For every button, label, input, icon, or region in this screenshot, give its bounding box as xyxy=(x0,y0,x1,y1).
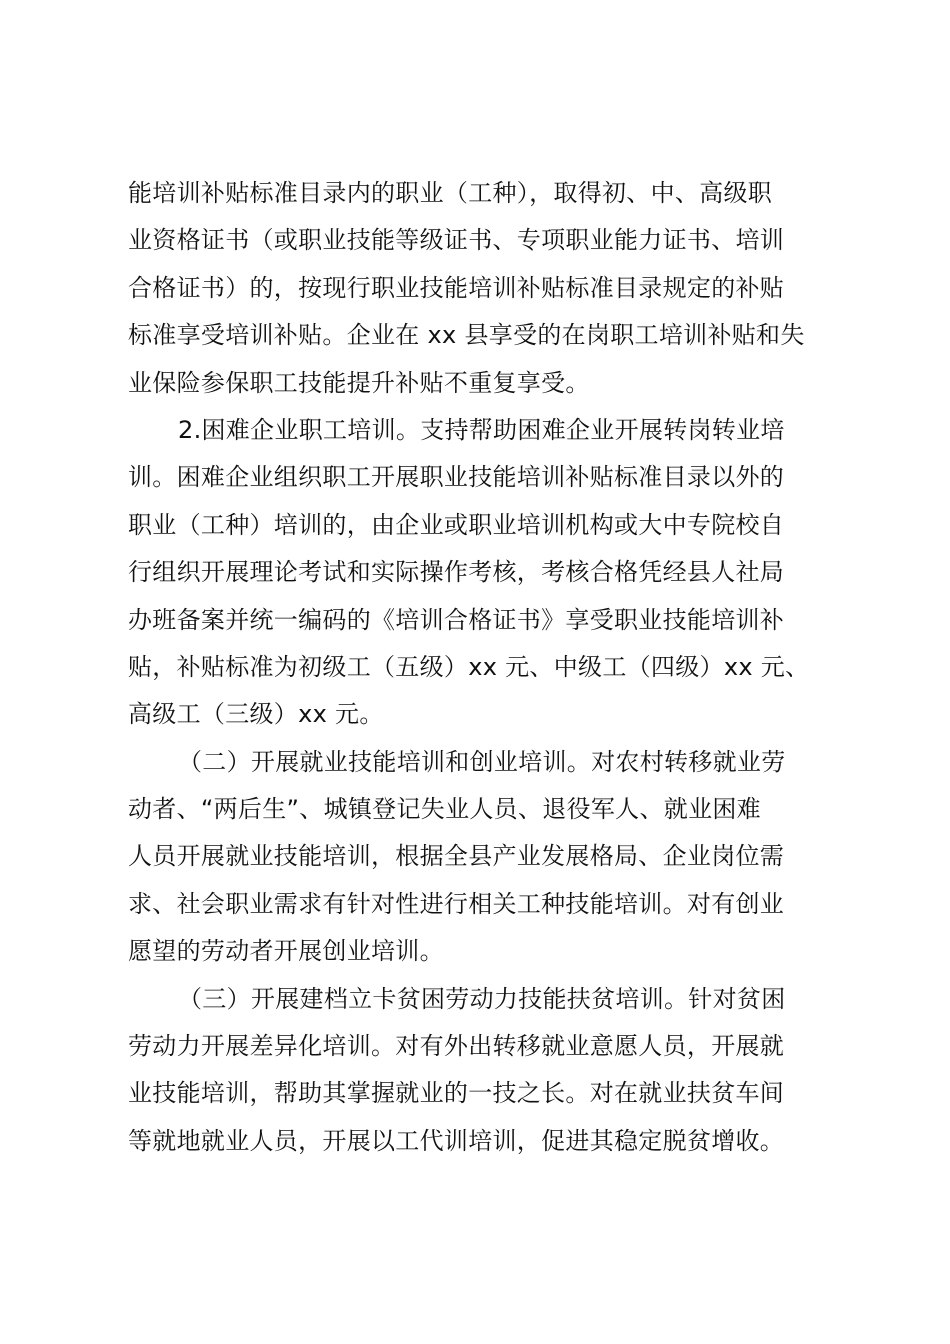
text-line: 业保险参保职工技能提升补贴不重复享受。 xyxy=(128,368,590,397)
text-line: 高级工（三级）xx 元。 xyxy=(128,700,384,729)
text-line: 标准享受培训补贴。企业在 xx 县享受的在岗职工培训补贴和失 xyxy=(128,321,805,350)
paragraph-start-line: （二）开展就业技能培训和创业培训。对农村转移就业劳 xyxy=(178,747,786,776)
text-line: 人员开展就业技能培训，根据全县产业发展格局、企业岗位需 xyxy=(128,842,785,871)
text-line: 业资格证书（或职业技能等级证书、专项职业能力证书、培训 xyxy=(128,226,785,255)
text-line: 愿望的劳动者开展创业培训。 xyxy=(128,937,444,966)
paragraph-start-line: 2.困难企业职工培训。支持帮助困难企业开展转岗转业培 xyxy=(178,415,785,444)
text-line: 合格证书）的，按现行职业技能培训补贴标准目录规定的补贴 xyxy=(128,273,785,302)
text-line: 等就地就业人员，开展以工代训培训，促进其稳定脱贫增收。 xyxy=(128,1126,785,1155)
text-line: 劳动力开展差异化培训。对有外出转移就业意愿人员，开展就 xyxy=(128,1032,785,1061)
paragraph-start-line: （三）开展建档立卡贫困劳动力技能扶贫培训。针对贫困 xyxy=(178,984,786,1013)
document-body xyxy=(128,170,828,1165)
text-line: 求、社会职业需求有针对性进行相关工种技能培训。对有创业 xyxy=(128,889,785,918)
text-line: 业技能培训，帮助其掌握就业的一技之长。对在就业扶贫车间 xyxy=(128,1079,785,1108)
text-line: 行组织开展理论考试和实际操作考核，考核合格凭经县人社局 xyxy=(128,558,785,587)
text-line: 动者、“两后生”、城镇登记失业人员、退役军人、就业困难 xyxy=(128,795,761,824)
text-line: 训。困难企业组织职工开展职业技能培训补贴标准目录以外的 xyxy=(128,463,785,492)
text-line: 办班备案并统一编码的《培训合格证书》享受职业技能培训补 xyxy=(128,605,785,634)
text-line: 职业（工种）培训的，由企业或职业培训机构或大中专院校自 xyxy=(128,510,785,539)
text-line: 能培训补贴标准目录内的职业（工种），取得初、中、高级职 xyxy=(128,179,773,207)
text-line: 贴，补贴标准为初级工（五级）xx 元、中级工（四级）xx 元、 xyxy=(128,652,810,681)
